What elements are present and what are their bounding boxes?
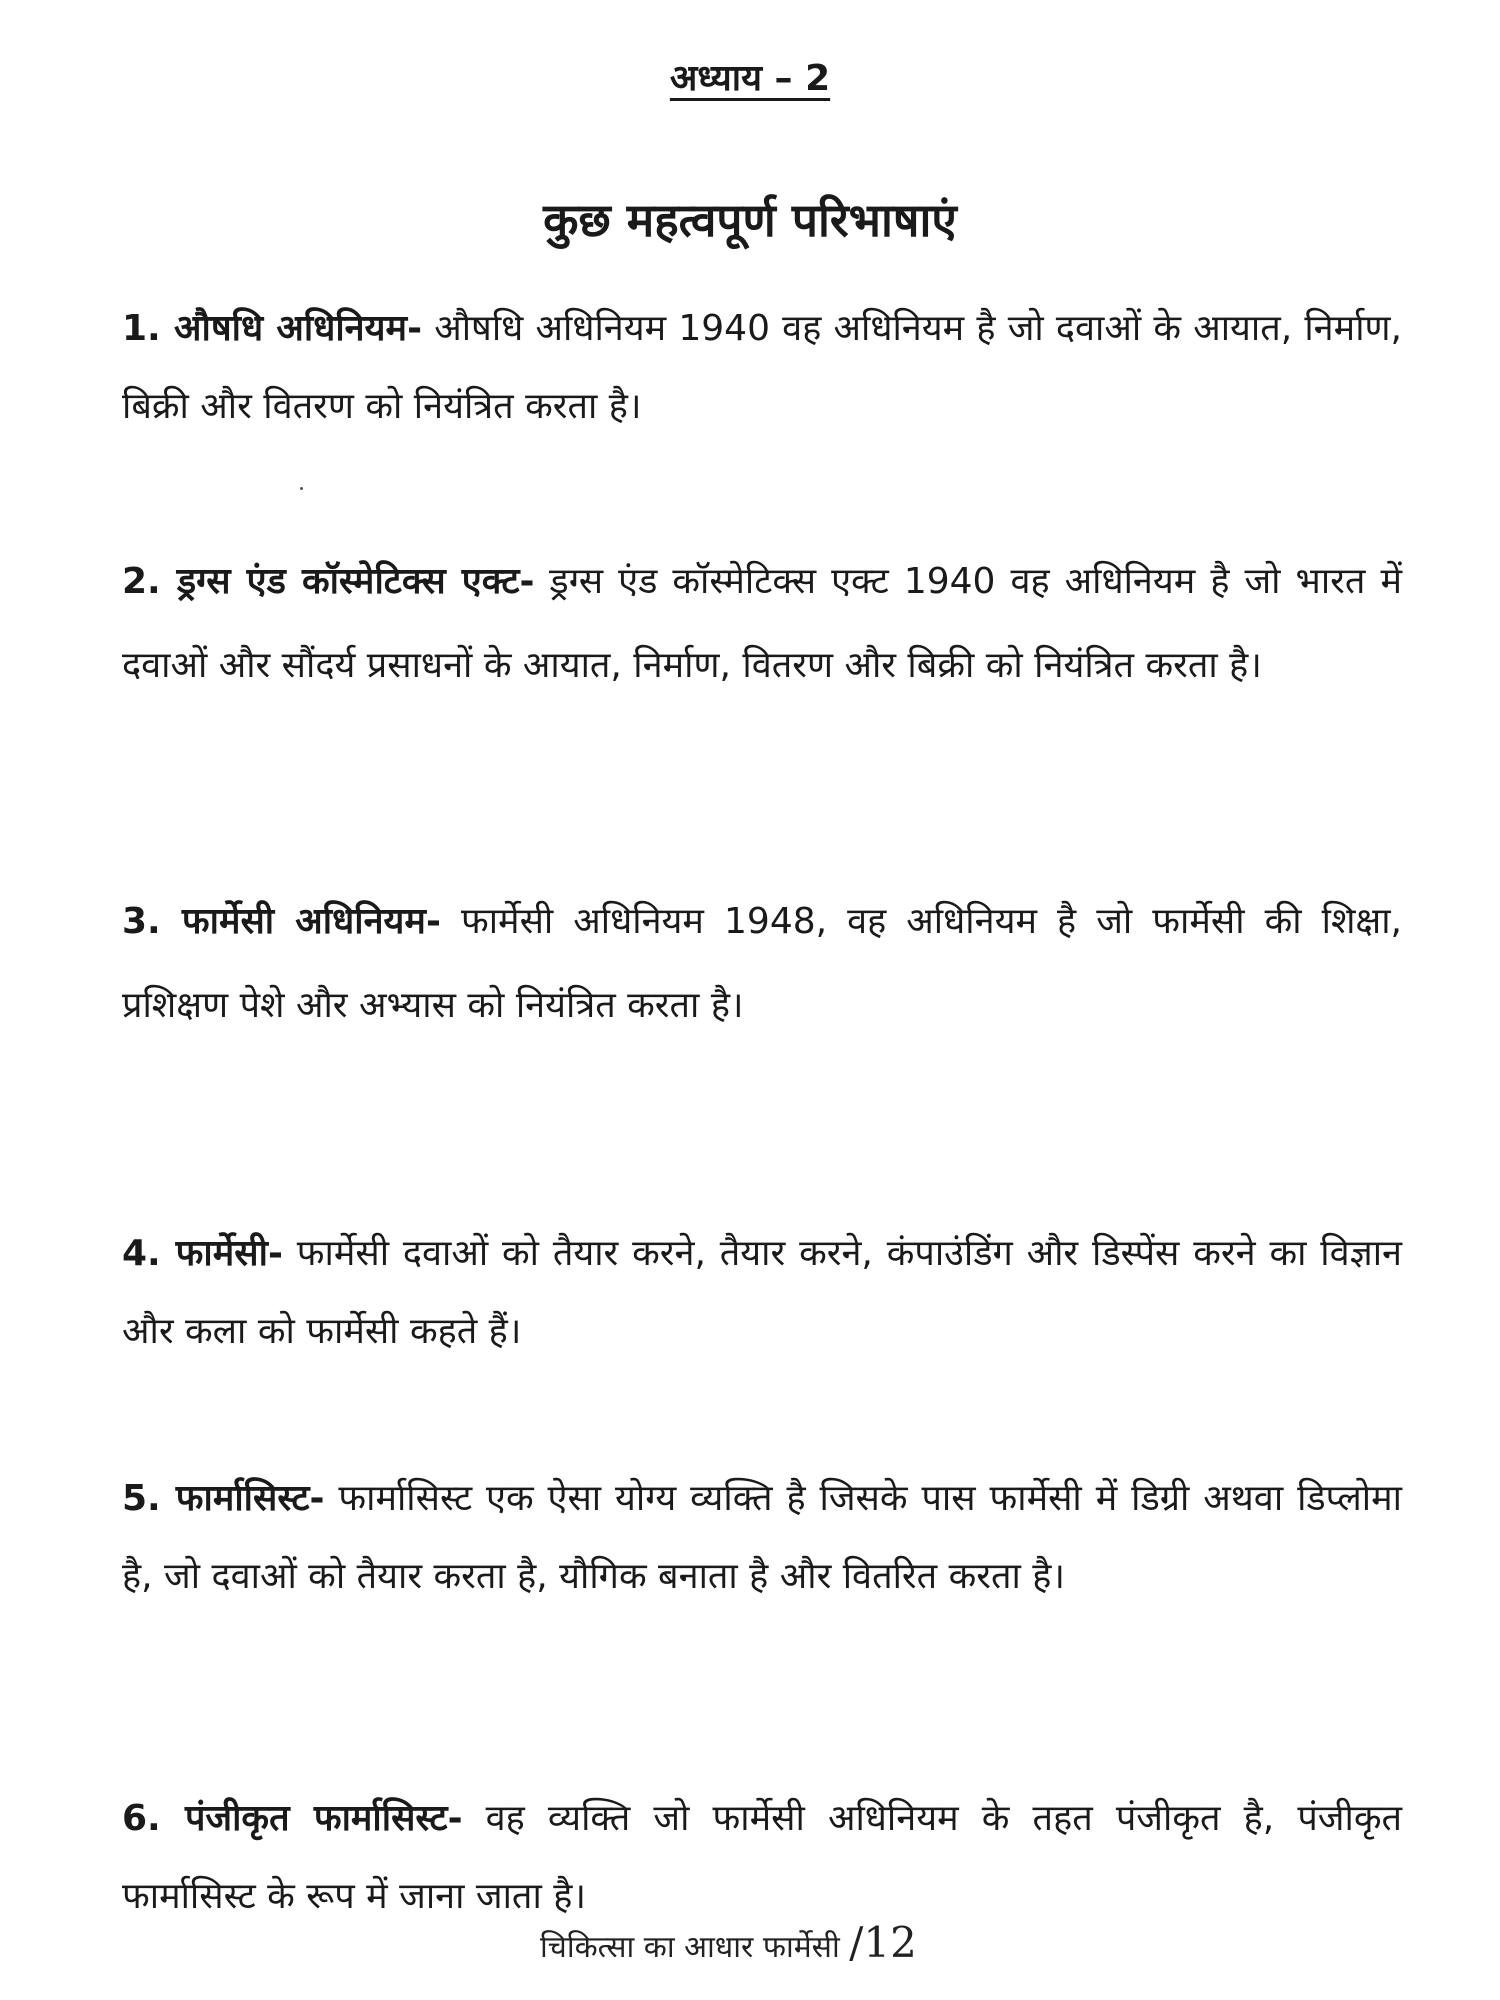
definition-text: औषधि अधिनियम 1940 वह अधिनियम है जो दवाओं के आयात, निर्माण, बिक्री और वितरण को नियंत्रित करता है।: [122, 308, 1402, 427]
definition-text-continued: पंजीकृत फार्मासिस्ट के रूप में जाना जाता है।: [122, 1798, 1402, 1917]
page-footer: [540, 1918, 917, 1967]
footer-book-title: चिकित्सा का आधार फार्मेसी: [540, 1930, 840, 1965]
page-title: कुछ महत्वपूर्ण परिभाषाएं: [543, 193, 957, 247]
definition-item: [122, 880, 1402, 1048]
page-number: /12: [849, 1918, 917, 1967]
definition-text: फार्मेसी दवाओं को तैयार करने, तैयार करने, कंपाउंडिंग और डिस्पेंस करने का विज्ञान और कला को फार्मेसी कहते हैं।: [122, 1233, 1402, 1352]
definition-text: फार्मासिस्ट एक ऐसा योग्य व्यक्ति है जिसके पास फार्मेसी में डिग्री अथवा डिप्लोमा है, जो दवाओं को तैयार करता है, यौगिक बनाता है और वितरित करता है।: [122, 1478, 1402, 1597]
definition-term: 5. फार्मासिस्ट-: [122, 1478, 325, 1519]
chapter-label: अध्याय – 2: [669, 58, 831, 99]
definition-item: [122, 1780, 1402, 1936]
definition-term: 2. ड्रग्स एंड कॉस्मेटिक्स एक्ट-: [122, 561, 535, 602]
definition-text: वह व्यक्ति जो फार्मेसी अधिनियम के तहत पंजीकृत है,: [462, 1798, 1275, 1839]
definition-text: फार्मेसी अधिनियम 1948, वह अधिनियम है जो फार्मेसी की शिक्षा, प्रशिक्षण पेशे और अभ्यास को नियंत्रित करता है।: [122, 901, 1403, 1026]
scan-speck: [300, 487, 303, 490]
definition-term: 3. फार्मेसी अधिनियम-: [122, 901, 441, 942]
definition-term: 4. फार्मेसी-: [122, 1233, 283, 1274]
definition-term: 6. पंजीकृत फार्मासिस्ट-: [122, 1798, 463, 1839]
definition-item: [122, 290, 1402, 446]
definition-term: 1. औषधि अधिनियम-: [122, 308, 423, 349]
definition-item: [122, 540, 1402, 708]
definition-item: [122, 1215, 1402, 1371]
definition-item: [122, 1460, 1402, 1616]
chapter-heading: [0, 52, 1500, 101]
definition-text: ड्रग्स एंड कॉस्मेटिक्स एक्ट 1940 वह अधिनियम है जो भारत में दवाओं और सौंदर्य प्रसाधनों के आयात, निर्माण, वितरण और बिक्री को नियंत्रित करता है।: [122, 561, 1402, 686]
